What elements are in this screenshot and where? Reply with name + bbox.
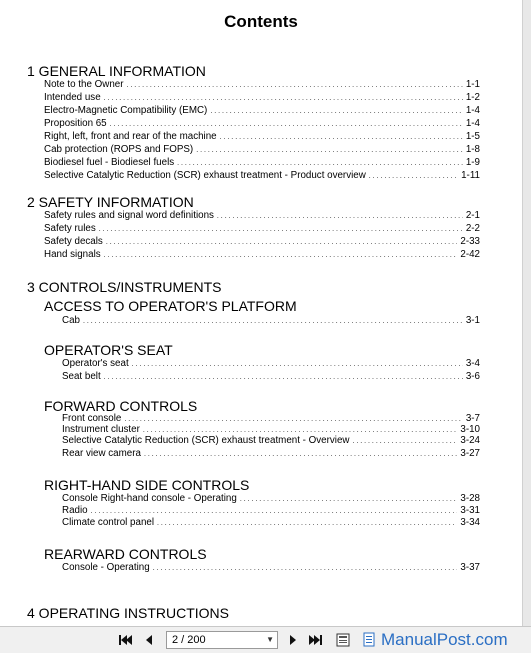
page-title: Contents <box>224 12 298 31</box>
section-heading: 3 CONTROLS/INSTRUMENTS <box>27 279 222 295</box>
next-page-icon[interactable] <box>286 633 300 647</box>
toc-entry-label: Cab protection (ROPS and FOPS) <box>44 144 194 155</box>
toc-entry-label: Safety rules and signal word definitions <box>44 210 214 221</box>
toc-entry-label: Electro-Magnetic Compatibility (EMC) <box>44 105 208 116</box>
vertical-scrollbar[interactable] <box>522 0 531 626</box>
toc-entry[interactable] <box>44 143 480 157</box>
toc-entry-page: 1-4 <box>465 118 480 129</box>
leader-dots <box>153 561 458 575</box>
toc-entry[interactable] <box>44 169 480 183</box>
toc-entry-label: Front console <box>62 413 122 424</box>
toc-entry[interactable] <box>44 130 480 144</box>
toc-entry-label: Hand signals <box>44 249 101 260</box>
subsection-heading: RIGHT-HAND SIDE CONTROLS <box>44 477 250 493</box>
page-number-select[interactable] <box>166 631 278 649</box>
toc-entry-label: Selective Catalytic Reduction (SCR) exhaust treatment - Overview <box>62 435 350 446</box>
leader-dots <box>104 370 463 384</box>
chevron-down-icon: ▼ <box>266 635 274 644</box>
toc-entry-label: Right, left, front and rear of the machine <box>44 131 217 142</box>
leader-dots <box>177 156 463 170</box>
toc-entry-page: 1-2 <box>465 92 480 103</box>
toc-entry[interactable] <box>44 117 480 131</box>
leader-dots <box>132 357 463 371</box>
subsection-heading: REARWARD CONTROLS <box>44 546 207 562</box>
leader-dots <box>217 209 463 223</box>
toc-entry-label: Selective Catalytic Reduction (SCR) exhaust treatment - Product overview <box>44 170 366 181</box>
toc-entry-page: 2-1 <box>465 210 480 221</box>
toc-entry-page: 1-5 <box>465 131 480 142</box>
toc-entry-label: Radio <box>62 505 88 516</box>
document-icon <box>362 632 378 648</box>
section-heading: 1 GENERAL INFORMATION <box>27 63 206 79</box>
viewer-toolbar <box>0 626 531 653</box>
toc-entry-label: Biodiesel fuel - Biodiesel fuels <box>44 157 175 168</box>
toc-entry-page: 3-28 <box>460 493 480 504</box>
toc-entry-label: Intended use <box>44 92 101 103</box>
toc-entry[interactable] <box>62 561 480 575</box>
toc-entry[interactable] <box>44 235 480 249</box>
toc-entry[interactable] <box>44 209 480 223</box>
toc-entry-page: 3-37 <box>460 562 480 573</box>
subsection-heading: FORWARD CONTROLS <box>44 398 198 414</box>
section-heading: 4 OPERATING INSTRUCTIONS <box>27 605 229 621</box>
toc-entry[interactable] <box>62 434 480 448</box>
subsection-heading: ACCESS TO OPERATOR'S PLATFORM <box>44 298 297 314</box>
toc-entry[interactable] <box>44 78 480 92</box>
toc-entry-label: Note to the Owner <box>44 79 124 90</box>
toc-entry-page: 3-24 <box>460 435 480 446</box>
toc-entry[interactable] <box>44 104 480 118</box>
toc-entry-page: 1-4 <box>465 105 480 116</box>
leader-dots <box>157 516 457 530</box>
leader-dots <box>110 117 463 131</box>
toc-entry-page: 1-8 <box>465 144 480 155</box>
leader-dots <box>196 143 463 157</box>
leader-dots <box>104 91 463 105</box>
toc-entry[interactable] <box>44 248 480 262</box>
leader-dots <box>210 104 463 118</box>
page-number-value: 2 / 200 <box>172 634 206 646</box>
leader-dots <box>104 248 458 262</box>
toc-entry[interactable] <box>62 357 480 371</box>
export-icon[interactable] <box>336 633 350 647</box>
leader-dots <box>127 78 463 92</box>
toc-entry-label: Seat belt <box>62 371 101 382</box>
leader-dots <box>106 235 458 249</box>
toc-entry[interactable] <box>44 222 480 236</box>
toc-entry-page: 2-33 <box>460 236 480 247</box>
leader-dots <box>83 314 463 328</box>
leader-dots <box>352 434 457 448</box>
toc-entry-page: 3-7 <box>465 413 480 424</box>
toc-entry-page: 3-1 <box>465 315 480 326</box>
first-page-icon[interactable] <box>118 633 132 647</box>
toc-entry-label: Cab <box>62 315 80 326</box>
toc-entry[interactable] <box>44 156 480 170</box>
toc-entry-page: 1-11 <box>461 170 480 181</box>
toc-entry-page: 3-6 <box>465 371 480 382</box>
subsection-heading: OPERATOR'S SEAT <box>44 342 173 358</box>
last-page-icon[interactable] <box>309 633 323 647</box>
toc-entry-label: Console - Operating <box>62 562 150 573</box>
toc-entry[interactable] <box>62 370 480 384</box>
toc-entry-page: 3-34 <box>460 517 480 528</box>
toc-entry-page: 3-27 <box>460 448 480 459</box>
leader-dots <box>99 222 463 236</box>
toc-entry-page: 1-1 <box>465 79 480 90</box>
toc-entry-label: Safety decals <box>44 236 103 247</box>
toc-entry-page: 2-2 <box>465 223 480 234</box>
toc-entry[interactable] <box>62 516 480 530</box>
toc-entry[interactable] <box>62 314 480 328</box>
leader-dots <box>220 130 463 144</box>
toc-entry-page: 2-42 <box>460 249 480 260</box>
section-heading: 2 SAFETY INFORMATION <box>27 194 194 210</box>
watermark-text: ManualPost.com <box>381 630 508 649</box>
toc-entry-page: 3-4 <box>465 358 480 369</box>
prev-page-icon[interactable] <box>142 633 156 647</box>
toc-entry-label: Instrument cluster <box>62 424 140 435</box>
toc-entry-page: 1-9 <box>465 157 480 168</box>
toc-entry[interactable] <box>62 447 480 461</box>
toc-entry-label: Climate control panel <box>62 517 155 528</box>
toc-entry-label: Safety rules <box>44 223 96 234</box>
toc-entry-label: Rear view camera <box>62 448 141 459</box>
watermark <box>362 630 508 650</box>
leader-dots <box>144 447 457 461</box>
toc-entry-page: 3-31 <box>460 505 480 516</box>
toc-entry-label: Console Right-hand console - Operating <box>62 493 237 504</box>
toc-entry-page: 3-10 <box>460 424 480 435</box>
toc-entry-label: Operator's seat <box>62 358 129 369</box>
leader-dots <box>369 169 458 183</box>
toc-entry[interactable] <box>44 91 480 105</box>
toc-entry-label: Proposition 65 <box>44 118 107 129</box>
